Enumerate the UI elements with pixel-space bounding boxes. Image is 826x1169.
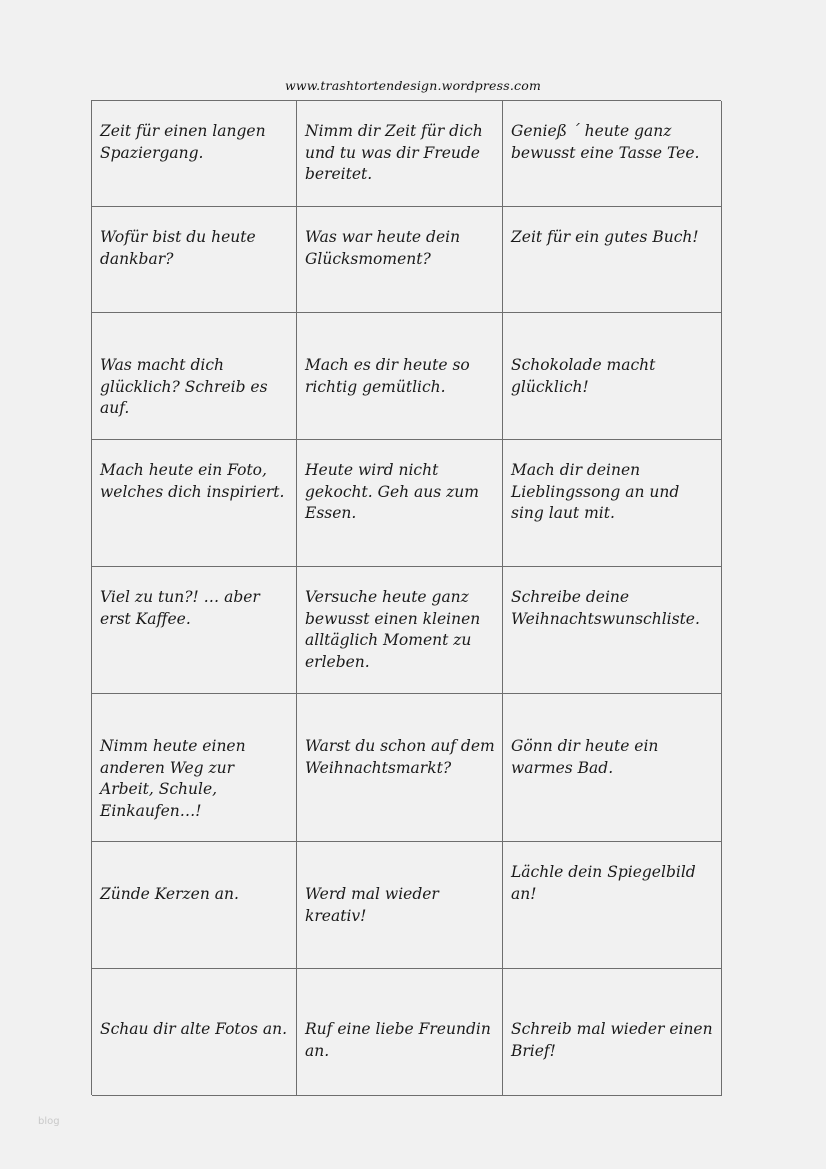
card-r5-c2: Gönn dir heute ein warmes Bad. bbox=[503, 694, 722, 842]
card-r7-c1: Ruf eine liebe Freundin an. bbox=[297, 969, 503, 1096]
card-r4-c1: Versuche heute ganz bewusst einen kleinen alltäglich Moment zu erleben. bbox=[297, 567, 503, 694]
card-r0-c0: Zeit für einen langen Spaziergang. bbox=[92, 101, 297, 207]
card-grid bbox=[91, 100, 721, 1095]
card-r0-c2: Genieß ´ heute ganz bewusst eine Tasse Tee. bbox=[503, 101, 722, 207]
card-r6-c1: Werd mal wieder kreativ! bbox=[297, 842, 503, 969]
card-r3-c1: Heute wird nicht gekocht. Geh aus zum Essen. bbox=[297, 440, 503, 567]
card-r1-c1: Was war heute dein Glücksmoment? bbox=[297, 207, 503, 313]
card-r4-c0: Viel zu tun?! … aber erst Kaffee. bbox=[92, 567, 297, 694]
card-r2-c1: Mach es dir heute so richtig gemütlich. bbox=[297, 313, 503, 440]
card-r2-c2: Schokolade macht glücklich! bbox=[503, 313, 722, 440]
card-r6-c0: Zünde Kerzen an. bbox=[92, 842, 297, 969]
card-r4-c2: Schreibe deine Weihnachtswunschliste. bbox=[503, 567, 722, 694]
card-r7-c2: Schreib mal wieder einen Brief! bbox=[503, 969, 722, 1096]
card-r6-c2: Lächle dein Spiegelbild an! bbox=[503, 842, 722, 969]
card-r3-c0: Mach heute ein Foto, welches dich inspiriert. bbox=[92, 440, 297, 567]
card-r0-c1: Nimm dir Zeit für dich und tu was dir Freude bereitet. bbox=[297, 101, 503, 207]
card-r5-c1: Warst du schon auf dem Weihnachtsmarkt? bbox=[297, 694, 503, 842]
card-r5-c0: Nimm heute einen anderen Weg zur Arbeit, Schule, Einkaufen…! bbox=[92, 694, 297, 842]
card-r3-c2: Mach dir deinen Lieblingssong an und sing laut mit. bbox=[503, 440, 722, 567]
card-r7-c0: Schau dir alte Fotos an. bbox=[92, 969, 297, 1096]
watermark: blog bbox=[38, 1116, 60, 1127]
card-r1-c2: Zeit für ein gutes Buch! bbox=[503, 207, 722, 313]
card-r1-c0: Wofür bist du heute dankbar? bbox=[92, 207, 297, 313]
card-r2-c0: Was macht dich glücklich? Schreib es auf. bbox=[92, 313, 297, 440]
source-url: www.trashtortendesign.wordpress.com bbox=[284, 78, 542, 93]
